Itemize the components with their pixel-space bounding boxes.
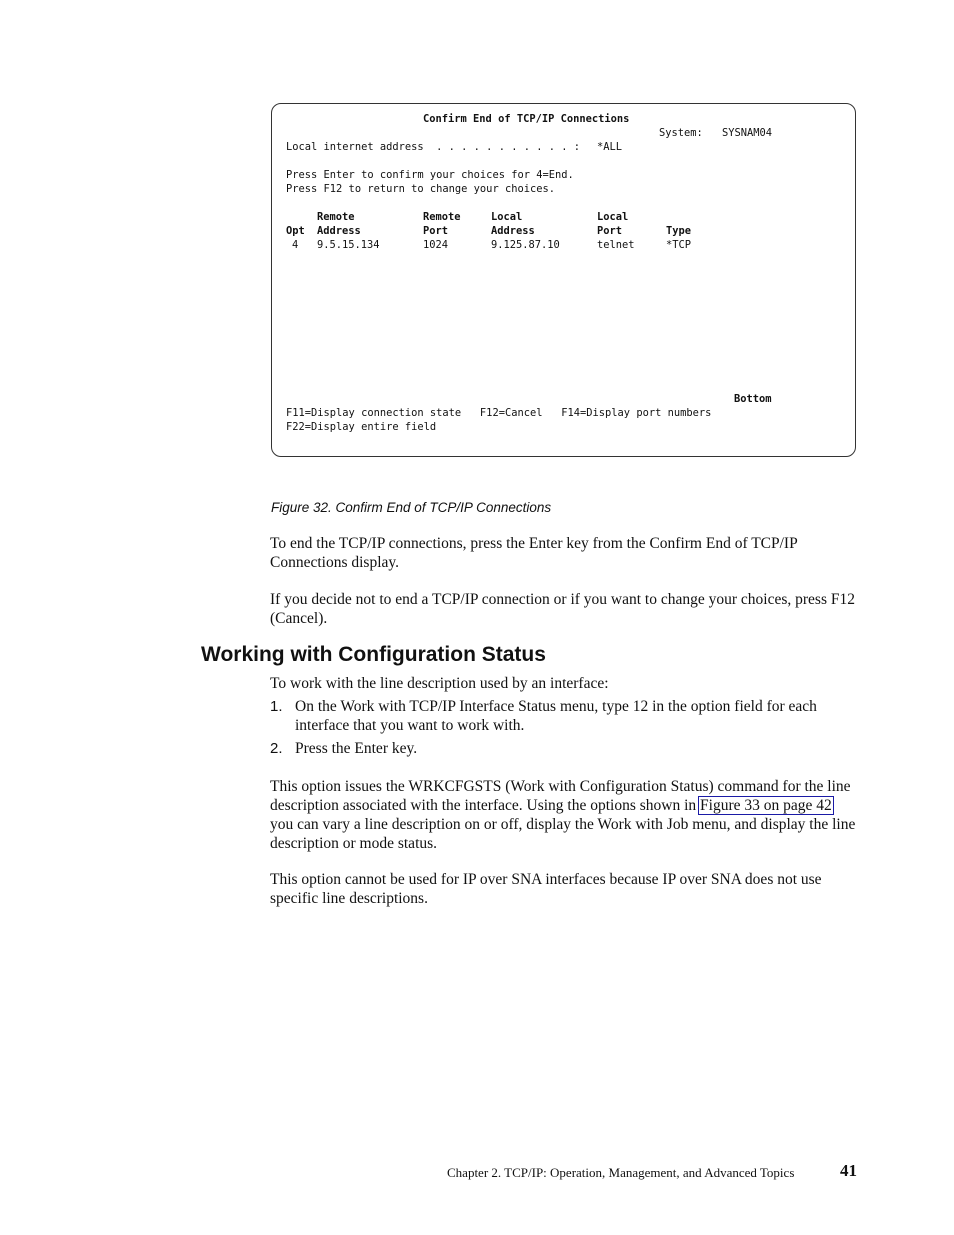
instruction-line-1: Press Enter to confirm your choices for 4=End. (286, 169, 574, 181)
row-remote-address: 9.5.15.134 (317, 239, 380, 251)
system-label: System: (659, 127, 703, 139)
section-heading: Working with Configuration Status (201, 643, 546, 666)
col-local-port-top: Local (597, 211, 629, 223)
function-keys-line-2: F22=Display entire field (286, 421, 437, 433)
col-opt: Opt (286, 225, 305, 237)
figure-33-link[interactable]: Figure 33 on page 42 (700, 797, 832, 814)
paragraph-wrkcfgsts (270, 777, 860, 853)
paragraph-end-connections: To end the TCP/IP connections, press the Enter key from the Confirm End of TCP/IP Connections display. (270, 535, 798, 571)
instruction-line-2: Press F12 to return to change your choices. (286, 183, 555, 195)
row-local-address: 9.125.87.10 (491, 239, 560, 251)
col-local-address: Address (491, 225, 535, 237)
col-remote-address: Address (317, 225, 361, 237)
row-remote-port: 1024 (423, 239, 449, 251)
step-1-text: On the Work with TCP/IP Interface Status menu, type 12 in the option field for each interface that you want to work with. (295, 698, 817, 734)
system-value: SYSNAM04 (722, 127, 773, 139)
wrkcfgsts-text-after: you can vary a line description on or off, display the Work with Job menu, and display the line description or mode status. (270, 816, 856, 852)
function-keys-line-1: F11=Display connection state F12=Cancel F14=Display port numbers (286, 407, 712, 419)
row-type: *TCP (666, 239, 692, 251)
col-type: Type (666, 225, 692, 237)
col-remote-port-top: Remote (423, 211, 461, 223)
col-local-address-top: Local (491, 211, 523, 223)
screen-title: Confirm End of TCP/IP Connections (423, 113, 630, 125)
local-internet-address-label: Local internet address . . . . . . . . . . . : (286, 141, 581, 153)
step-2-text: Press the Enter key. (295, 740, 418, 757)
col-remote-address-top: Remote (317, 211, 355, 223)
section-intro: To work with the line description used by an interface: (270, 675, 609, 692)
row-local-port: telnet (597, 239, 635, 251)
local-internet-address-value: *ALL (597, 141, 623, 153)
row-opt: 4 (292, 239, 299, 251)
paragraph-ip-over-sna: This option cannot be used for IP over SNA interfaces because IP over SNA does not use specific line descriptions. (270, 871, 822, 907)
step-1-number: 1. (270, 698, 283, 715)
paragraph-cancel: If you decide not to end a TCP/IP connection or if you want to change your choices, press F12 (Cancel). (270, 591, 855, 627)
bottom-indicator: Bottom (734, 393, 772, 405)
step-2-number: 2. (270, 740, 283, 757)
figure-caption: Figure 32. Confirm End of TCP/IP Connections (271, 500, 552, 515)
col-local-port: Port (597, 225, 623, 237)
page-number: 41 (840, 1161, 857, 1180)
col-remote-port: Port (423, 225, 449, 237)
wrkcfgsts-text-before: This option issues the WRKCFGSTS (Work with Configuration Status) command for the line description associated with the interface. Using the options shown in (270, 778, 851, 814)
chapter-footer: Chapter 2. TCP/IP: Operation, Management, and Advanced Topics (447, 1165, 795, 1180)
